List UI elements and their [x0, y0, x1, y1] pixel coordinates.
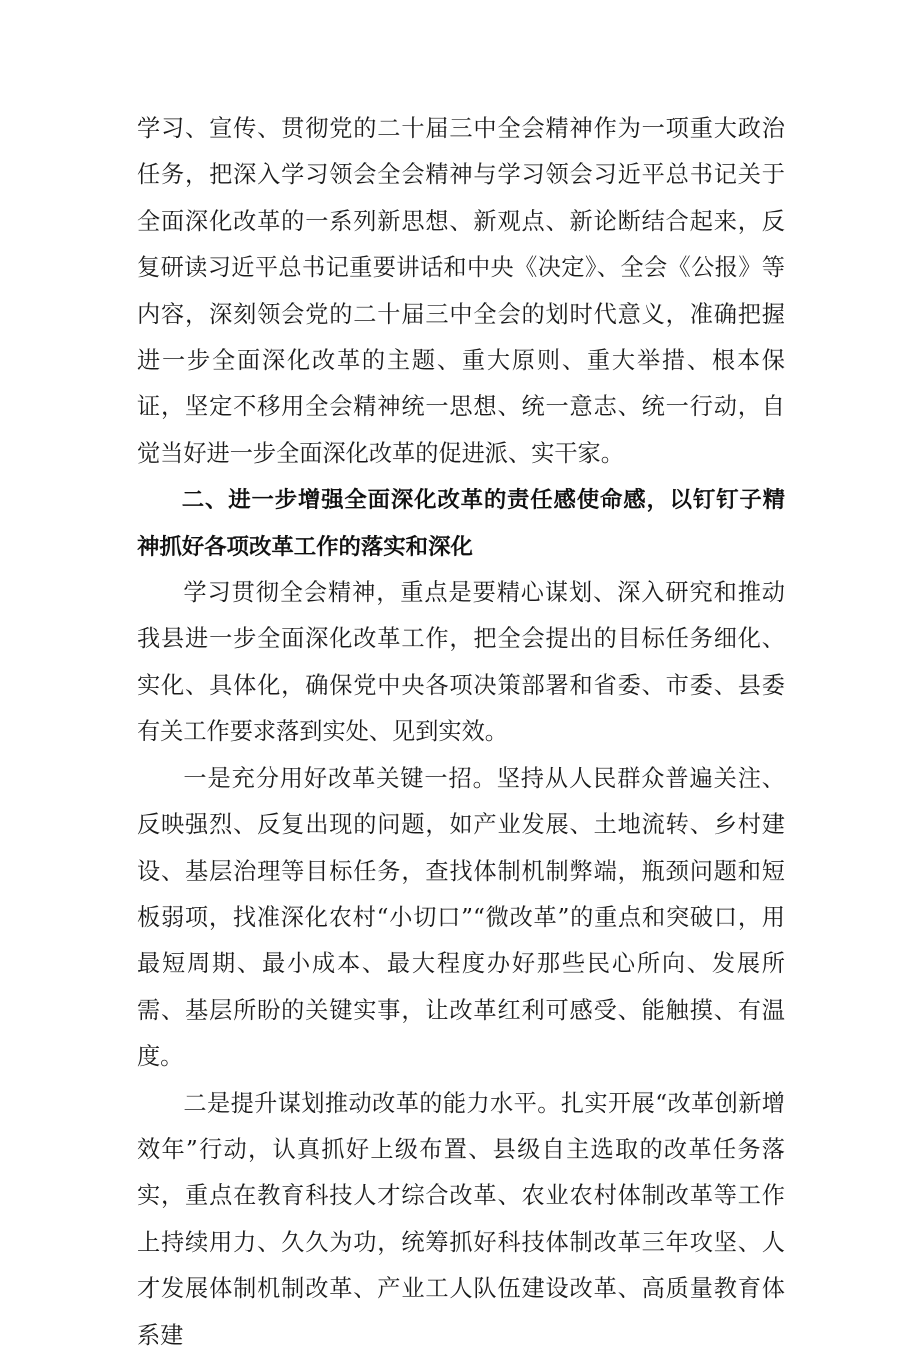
paragraph-point-one: 一是充分用好改革关键一招。坚持从人民群众普遍关注、反映强烈、反复出现的问题，如产业发展、土地流转、乡村建设、基层治理等目标任务，查找体制机制弊端，瓶颈问题和短板弱项，找准深化农村“小切口”“微改革”的重点和突破口，用最短周期、最小成本、最大程度办好那些民心所向、发展所需、基层所盼的关键实事，让改革红利可感受、能触摸、有温度。: [137, 764, 785, 1071]
document-body: [137, 106, 785, 1359]
paragraph-intro: 学习贯彻全会精神，重点是要精心谋划、深入研究和推动我县进一步全面深化改革工作，把全会提出的目标任务细化、实化、具体化，确保党中央各项决策部署和省委、市委、县委有关工作要求落到实处、见到实效。: [137, 579, 785, 746]
section-heading-2: 二、进一步增强全面深化改革的责任感使命感，以钉钉子精神抓好各项改革工作的落实和深化: [137, 487, 785, 560]
paragraph-continuation: 学习、宣传、贯彻党的二十届三中全会精神作为一项重大政治任务，把深入学习领会全会精神与学习领会习近平总书记关于全面深化改革的一系列新思想、新观点、新论断结合起来，反复研读习近平总书记重要讲话和中央《决定》、全会《公报》等内容，深刻领会党的二十届三中全会的划时代意义，准确把握进一步全面深化改革的主题、重大原则、重大举措、根本保证，坚定不移用全会精神统一思想、统一意志、统一行动，自觉当好进一步全面深化改革的促进派、实干家。: [137, 115, 785, 467]
paragraph-point-two: 二是提升谋划推动改革的能力水平。扎实开展“改革创新增效年”行动，认真抓好上级布置、县级自主选取的改革任务落实，重点在教育科技人才综合改革、农业农村体制改革等工作上持续用力、久久为功，统筹抓好科技体制改革三年攻坚、人才发展体制机制改革、产业工人队伍建设改革、高质量教育体系建: [137, 1089, 785, 1349]
